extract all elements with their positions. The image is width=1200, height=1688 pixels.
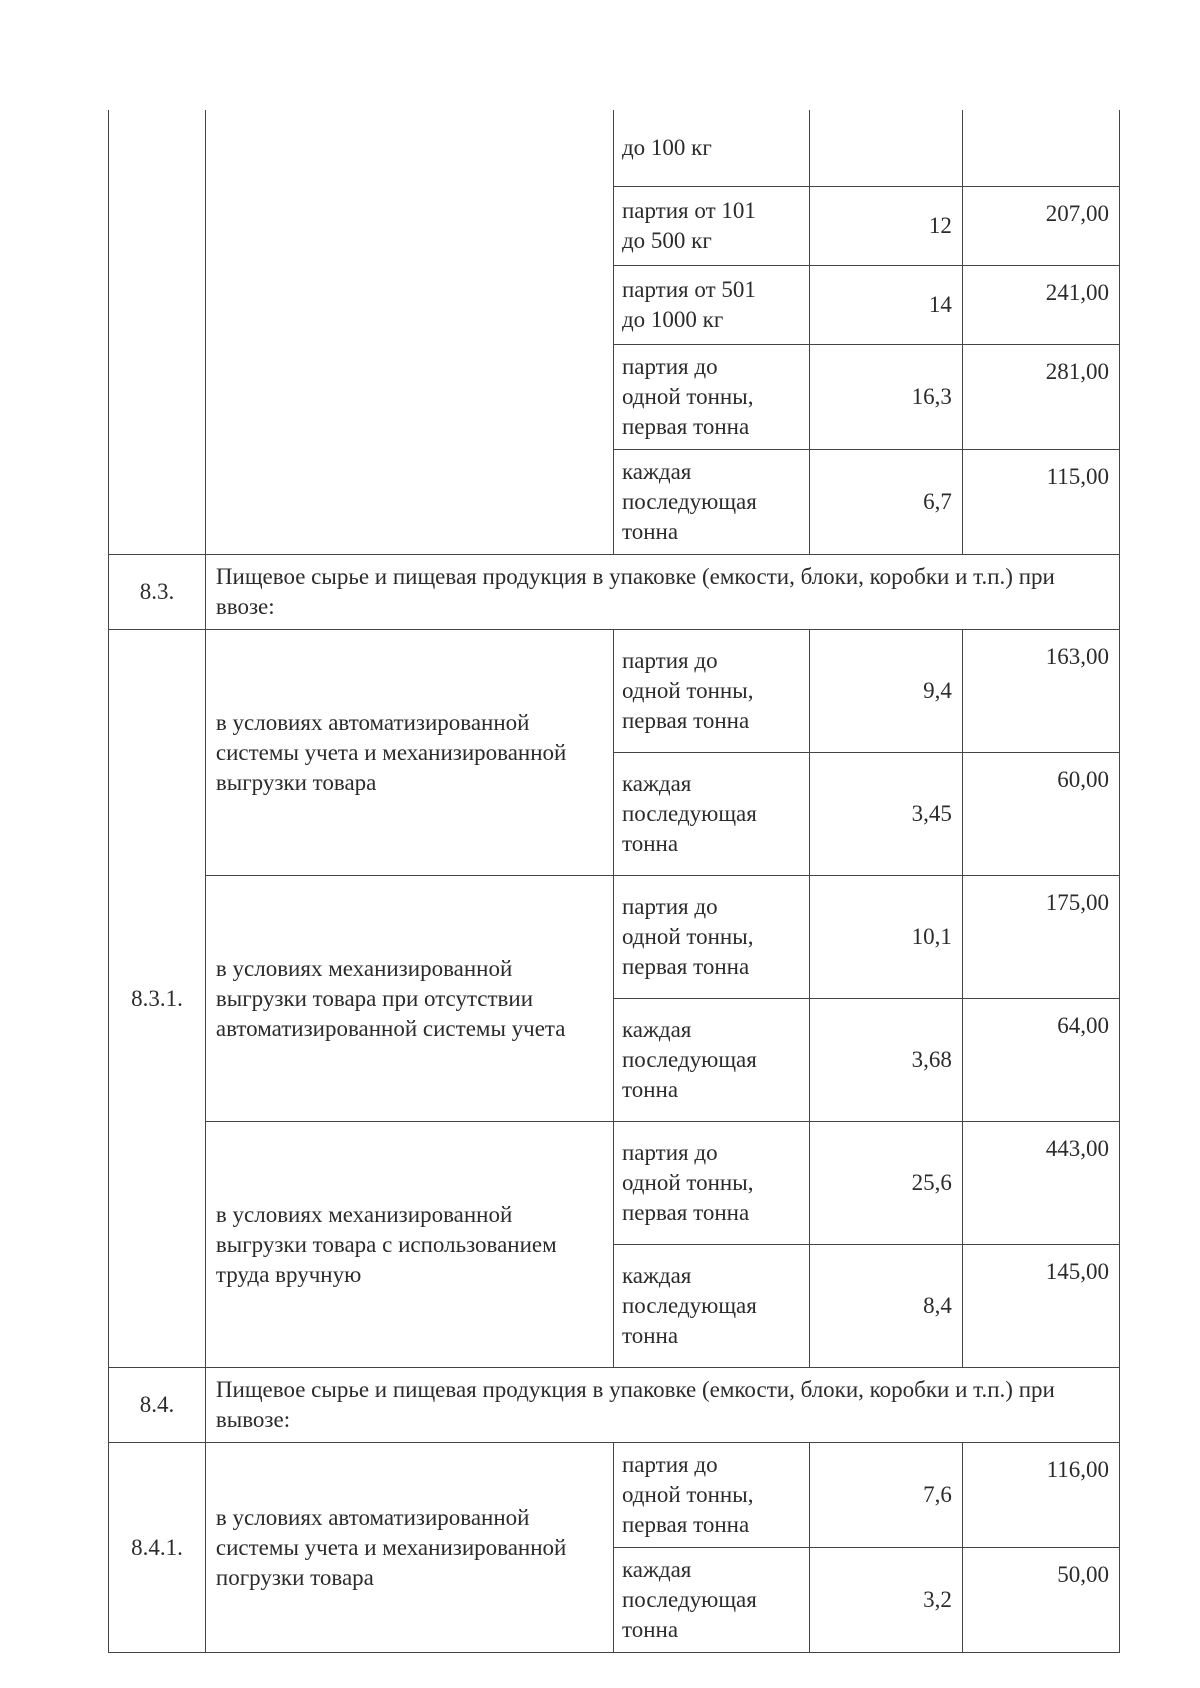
table-row xyxy=(109,1122,1120,1245)
price-cell: 207,00 xyxy=(962,187,1119,266)
rate-cell: 3,2 xyxy=(809,1548,962,1653)
price-cell: 116,00 xyxy=(962,1443,1119,1548)
tariff-table xyxy=(108,110,1120,1653)
batch-cell: партия до одной тонны, первая тонна xyxy=(613,1443,809,1548)
rate-cell: 25,6 xyxy=(809,1122,962,1245)
price-cell: 115,00 xyxy=(962,450,1119,555)
rate-cell: 3,45 xyxy=(809,753,962,876)
rate-cell: 10,1 xyxy=(809,876,962,999)
rate-cell: 7,6 xyxy=(809,1443,962,1548)
table-row xyxy=(109,110,1120,187)
batch-cell: до 100 кг xyxy=(613,110,809,187)
batch-cell: партия от 501 до 1000 кг xyxy=(613,266,809,345)
rate-cell: 6,7 xyxy=(809,450,962,555)
condition-cell: в условиях механизированной выгрузки товара с использованием труда вручную xyxy=(205,1122,613,1368)
condition-cell: в условиях автоматизированной системы учета и механизированной выгрузки товара xyxy=(205,630,613,876)
rate-cell: 16,3 xyxy=(809,345,962,450)
group-header-row xyxy=(109,555,1120,630)
batch-cell: каждая последующая тонна xyxy=(613,450,809,555)
rate-cell xyxy=(809,110,962,187)
condition-cell xyxy=(205,110,613,555)
batch-cell: партия до одной тонны, первая тонна xyxy=(613,345,809,450)
table-row xyxy=(109,630,1120,753)
price-cell: 60,00 xyxy=(962,753,1119,876)
batch-cell: каждая последующая тонна xyxy=(613,999,809,1122)
price-cell: 50,00 xyxy=(962,1548,1119,1653)
price-cell: 175,00 xyxy=(962,876,1119,999)
section-title: Пищевое сырье и пищевая продукция в упаковке (емкости, блоки, коробки и т.п.) при ввозе: xyxy=(205,555,1119,630)
batch-cell: партия до одной тонны, первая тонна xyxy=(613,1122,809,1245)
group-header-row xyxy=(109,1368,1120,1443)
rate-cell: 3,68 xyxy=(809,999,962,1122)
price-cell: 145,00 xyxy=(962,1245,1119,1368)
subsection-number: 8.4.1. xyxy=(109,1443,206,1653)
rate-cell: 14 xyxy=(809,266,962,345)
price-cell: 163,00 xyxy=(962,630,1119,753)
table-row xyxy=(109,876,1120,999)
section-number: 8.3. xyxy=(109,555,206,630)
price-cell: 64,00 xyxy=(962,999,1119,1122)
section-number: 8.4. xyxy=(109,1368,206,1443)
batch-cell: каждая последующая тонна xyxy=(613,1245,809,1368)
condition-cell: в условиях механизированной выгрузки товара при отсутствии автоматизированной системы учета xyxy=(205,876,613,1122)
price-cell: 443,00 xyxy=(962,1122,1119,1245)
batch-cell: партия до одной тонны, первая тонна xyxy=(613,630,809,753)
batch-cell: каждая последующая тонна xyxy=(613,1548,809,1653)
rate-cell: 9,4 xyxy=(809,630,962,753)
price-cell: 241,00 xyxy=(962,266,1119,345)
price-cell: 281,00 xyxy=(962,345,1119,450)
price-cell xyxy=(962,110,1119,187)
section-title: Пищевое сырье и пищевая продукция в упаковке (емкости, блоки, коробки и т.п.) при вывозе: xyxy=(205,1368,1119,1443)
batch-cell: партия от 101 до 500 кг xyxy=(613,187,809,266)
batch-cell: партия до одной тонны, первая тонна xyxy=(613,876,809,999)
rate-cell: 12 xyxy=(809,187,962,266)
subsection-number: 8.3.1. xyxy=(109,630,206,1368)
rate-cell: 8,4 xyxy=(809,1245,962,1368)
table-row xyxy=(109,1443,1120,1548)
batch-cell: каждая последующая тонна xyxy=(613,753,809,876)
condition-cell: в условиях автоматизированной системы учета и механизированной погрузки товара xyxy=(205,1443,613,1653)
row-number-cell xyxy=(109,110,206,555)
